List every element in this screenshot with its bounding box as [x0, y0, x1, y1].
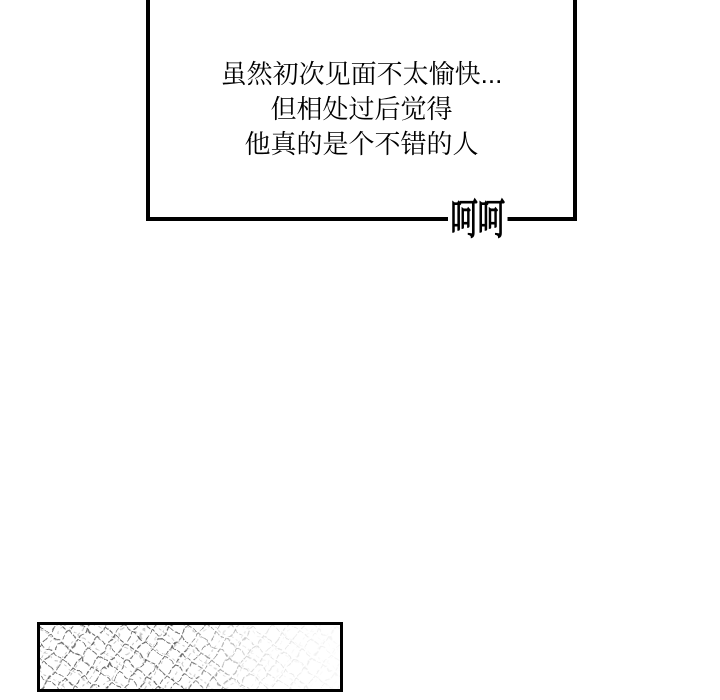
speech-bubble [146, 0, 577, 221]
pavement-texture-panel [37, 622, 343, 692]
sfx-hehe-label: 呵呵 [448, 197, 508, 243]
cobblestone-texture [40, 625, 340, 689]
dialog-text [150, 57, 573, 162]
dialog-line-1: 虽然初次见面不太愉快... [220, 59, 503, 89]
dialog-line-2: 但相处过后觉得 [270, 94, 453, 124]
dialog-line-3: 他真的是个不错的人 [244, 129, 479, 159]
